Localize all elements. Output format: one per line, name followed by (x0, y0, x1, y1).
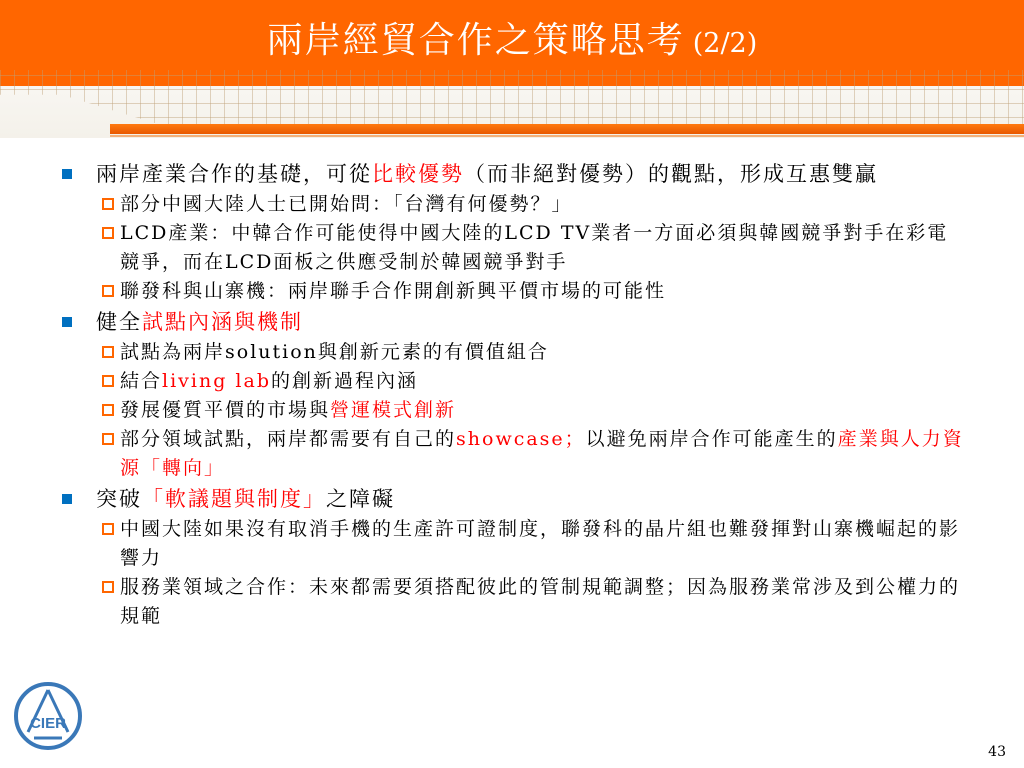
hollow-square-bullet-icon (102, 375, 114, 387)
header-divider-line (110, 135, 1024, 137)
sub-bullet-text: 的創新過程內涵 (271, 370, 419, 392)
sub-bullet-3-1 (102, 515, 967, 573)
hollow-square-bullet-icon (102, 523, 114, 535)
sub-bullet-1-1 (102, 190, 967, 219)
page-number: 43 (988, 744, 1006, 760)
sub-bullet-1-2 (102, 219, 967, 277)
sub-bullet-text: 部分中國大陸人士已開始問：「台灣有何優勢？」 (120, 193, 573, 215)
bullet-highlight: 比較優勢 (372, 162, 464, 186)
bullet-text: 之障礙 (326, 487, 395, 511)
bullet-highlight: 試點內涵與機制 (142, 310, 303, 334)
bullet-text: 健全 (96, 310, 142, 334)
bullet-3 (62, 483, 967, 515)
bullet-2 (62, 306, 967, 338)
slide-title-text: 兩岸經貿合作之策略思考 (266, 20, 685, 61)
bullet-text: 突破 (96, 487, 142, 511)
hollow-square-bullet-icon (102, 433, 114, 445)
hollow-square-bullet-icon (102, 198, 114, 210)
sub-bullet-text: 部分領域試點，兩岸都需要有自己的 (120, 428, 457, 450)
sub-bullet-1-3 (102, 277, 967, 306)
hollow-square-bullet-icon (102, 285, 114, 297)
hollow-square-bullet-icon (102, 404, 114, 416)
sub-bullet-highlight: living lab (162, 370, 271, 392)
sub-bullet-2-3 (102, 396, 967, 425)
sub-bullet-text: 結合 (120, 370, 163, 392)
logo-text: CIER (30, 715, 66, 732)
sub-bullet-text: 以避免兩岸合作可能產生的 (585, 428, 838, 450)
cier-logo (12, 680, 84, 752)
sub-bullet-3-2 (102, 573, 967, 631)
square-bullet-icon (62, 494, 72, 504)
hollow-square-bullet-icon (102, 227, 114, 239)
sub-bullet-highlight: 營運模式創新 (330, 399, 457, 421)
square-bullet-icon (62, 317, 72, 327)
hollow-square-bullet-icon (102, 346, 114, 358)
sub-bullet-text: 服務業領域之合作：未來都需要須搭配彼此的管制規範調整；因為服務業常涉及到公權力的規範 (120, 576, 961, 627)
sub-bullet-text: 試點為兩岸solution與創新元素的有價值組合 (120, 341, 549, 363)
header-grid-decoration (0, 70, 1024, 132)
bullet-1 (62, 158, 967, 190)
sub-bullet-2-4 (102, 425, 967, 483)
sub-bullet-text: 中國大陸如果沒有取消手機的生產許可證制度，聯發科的晶片組也難發揮對山寨機崛起的影響力 (120, 518, 961, 569)
sub-bullet-text: 聯發科與山寨機：兩岸聯手合作開創新興平價市場的可能性 (120, 280, 667, 302)
hollow-square-bullet-icon (102, 581, 114, 593)
bullet-text: （而非絕對優勢）的觀點，形成互惠雙贏 (464, 162, 878, 186)
slide-title (0, 12, 1024, 63)
sub-bullet-2-1 (102, 338, 967, 367)
square-bullet-icon (62, 169, 72, 179)
bullet-text: 兩岸產業合作的基礎，可從 (96, 162, 372, 186)
sub-bullet-highlight: showcase； (456, 428, 586, 450)
header-divider (110, 124, 1024, 134)
slide-content (62, 158, 967, 631)
slide-header (0, 0, 1024, 138)
sub-bullet-text: LCD產業：中韓合作可能使得中國大陸的LCD TV業者一方面必須與韓國競爭對手在彩電競爭，而在LCD面板之供應受制於韓國競爭對手 (120, 222, 949, 273)
sub-bullet-2-2 (102, 367, 967, 396)
bullet-highlight: 「軟議題與制度」 (142, 487, 326, 511)
sub-bullet-text: 發展優質平價的市場與 (120, 399, 331, 421)
sub-bullet-highlight: 產業與人力資源「轉向」 (120, 428, 964, 479)
slide-title-part: (2/2) (692, 28, 758, 59)
